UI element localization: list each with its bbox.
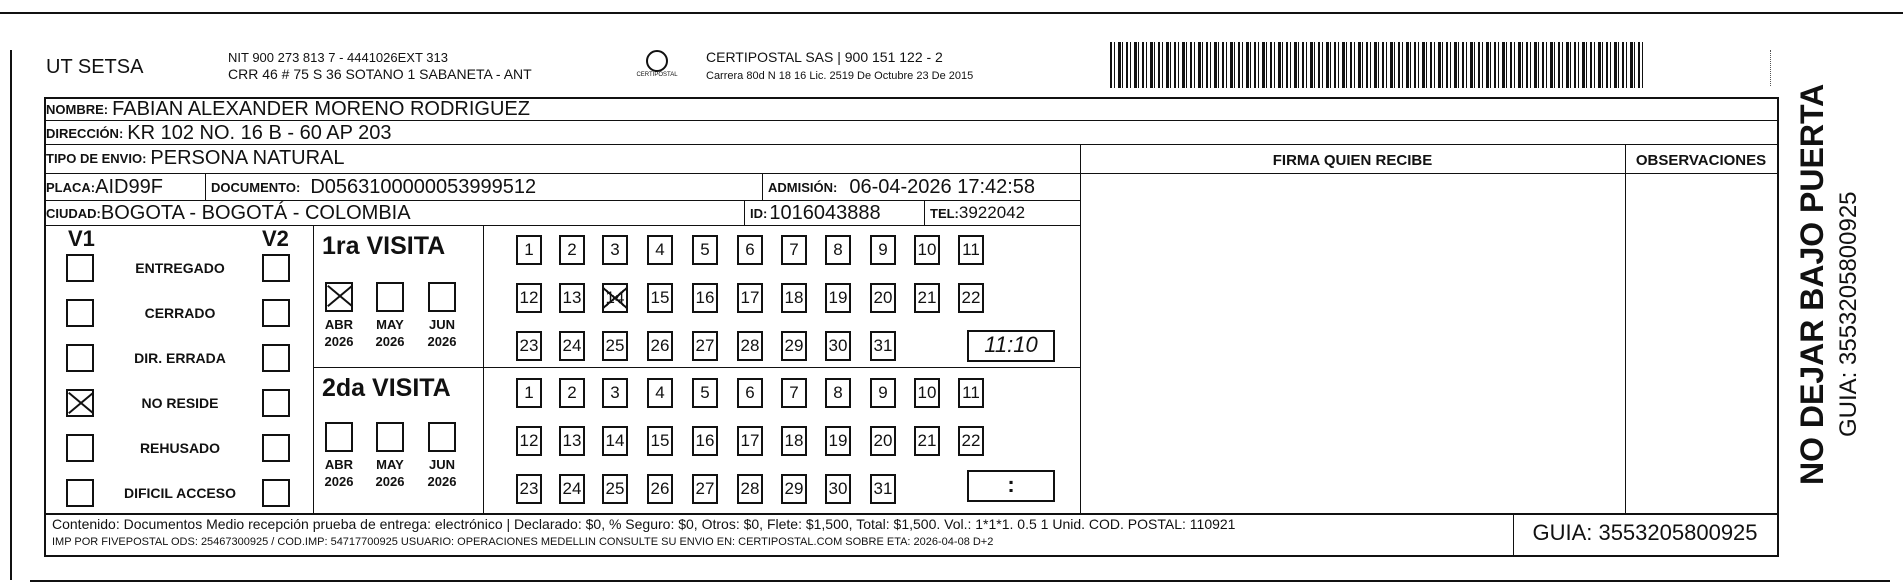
visit2-time: : [1007, 472, 1015, 497]
visit2-month-label: JUN [428, 457, 455, 472]
grid-h-6 [44, 225, 1080, 226]
visit2-day[interactable]: 28 [737, 474, 763, 504]
visit2-day[interactable]: 8 [825, 378, 851, 408]
firma-header: FIRMA QUIEN RECIBE [1272, 152, 1433, 169]
observaciones-header: OBSERVACIONES [1635, 152, 1767, 169]
visit2-day[interactable]: 9 [870, 378, 896, 408]
visit1-year-label: 2026 [324, 334, 354, 349]
nombre-label: NOMBRE: [46, 101, 109, 117]
grid-v-adm [762, 173, 763, 200]
bottom-border [30, 580, 1890, 582]
visit1-day[interactable]: 4 [647, 235, 673, 265]
visit2-year-label: 2026 [324, 474, 354, 489]
visit2-day[interactable]: 15 [647, 426, 673, 456]
id-row [750, 201, 881, 225]
visit1-day[interactable]: 2 [559, 235, 585, 265]
visit1-day[interactable]: 7 [781, 235, 807, 265]
visit1-day[interactable]: 31 [870, 331, 896, 361]
visit1-day[interactable]: 27 [692, 331, 718, 361]
admision-label: ADMISIÓN: [768, 179, 838, 195]
visit2-day[interactable]: 25 [602, 474, 628, 504]
status-option-label: REHUSADO [139, 440, 221, 456]
cert-line-2: Carrera 80d N 18 16 Lic. 2519 De Octubre 23 De 2015 [706, 70, 974, 82]
v1-checkbox[interactable] [66, 254, 94, 282]
id-label: ID: [750, 205, 768, 221]
grid-h-8 [44, 555, 1779, 557]
visit2-month-label: MAY [376, 457, 404, 472]
footer-line-2: IMP POR FIVEPOSTAL ODS: 25467300925 / COD.IMP: 54717700925 USUARIO: OPERACIONES MEDELLIN CONSULTE SU ENVIO EN: CERTIPOSTAL.COM SOBRE ETA: 2026-04-08 D+2 [52, 536, 994, 548]
visit1-day[interactable]: 22 [958, 283, 984, 313]
visit1-year-label: 2026 [427, 334, 457, 349]
status-option-label: DIR. ERRADA [134, 350, 226, 366]
visit1-month-checkbox[interactable] [325, 282, 353, 312]
v2-checkbox[interactable] [262, 254, 290, 282]
visit2-day[interactable]: 6 [737, 378, 763, 408]
visit2-day[interactable]: 31 [870, 474, 896, 504]
visit1-month-checkbox[interactable] [428, 282, 456, 312]
visit1-month-label: MAY [376, 317, 404, 332]
status-option-label: NO RESIDE [141, 395, 219, 411]
v1-checkbox[interactable] [66, 344, 94, 372]
visit1-day[interactable]: 6 [737, 235, 763, 265]
direccion-value: KR 102 NO. 16 B - 60 AP 203 [127, 121, 392, 144]
visit1-day[interactable]: 30 [825, 331, 851, 361]
v1-header: V1 [68, 226, 95, 251]
visit2-month-label: ABR [324, 457, 354, 472]
visit2-day[interactable]: 7 [781, 378, 807, 408]
visit2-year-label: 2026 [427, 474, 457, 489]
visit2-day[interactable]: 1 [516, 378, 542, 408]
visit1-day[interactable]: 25 [602, 331, 628, 361]
barcode [1110, 42, 1645, 88]
status-option-label: ENTREGADO [135, 260, 225, 276]
visit2-day[interactable]: 5 [692, 378, 718, 408]
visit1-day[interactable]: 26 [647, 331, 673, 361]
visit2-day[interactable]: 27 [692, 474, 718, 504]
visit1-day[interactable]: 19 [825, 283, 851, 313]
side-warning: NO DEJAR BAJO PUERTA [1794, 83, 1830, 485]
grid-v-tel [924, 200, 925, 225]
visit2-year-label: 2026 [375, 474, 405, 489]
left-edge [10, 50, 12, 580]
visit2-month-checkbox[interactable] [428, 422, 456, 452]
tipo-row [46, 146, 345, 170]
visit1-day[interactable]: 28 [737, 331, 763, 361]
visit2-day[interactable]: 18 [781, 426, 807, 456]
footer-line-1: Contenido: Documentos Medio recepción prueba de entrega: electrónico | Declarado: $0, % Seguro: $0, Otros: $0, Flete: $1,500, Total: $1,500. Vol.: 1*1*1. 0.5 1 Unid. COD. POSTAL: 110921 [52, 516, 1236, 532]
visit2-day[interactable]: 20 [870, 426, 896, 456]
grid-h-4 [44, 173, 1779, 174]
visit1-day[interactable]: 12 [516, 283, 542, 313]
v1-checkbox[interactable] [66, 479, 94, 507]
grid-h-7 [44, 513, 1779, 515]
visit1-day[interactable]: 8 [825, 235, 851, 265]
guia-box: GUIA: 3553205800925 [1532, 520, 1758, 545]
visit2-day[interactable]: 2 [559, 378, 585, 408]
grid-v-months [483, 225, 484, 513]
visit1-day[interactable]: 16 [692, 283, 718, 313]
id-value: 1016043888 [769, 201, 881, 224]
visit2-day[interactable]: 24 [559, 474, 585, 504]
visit1-day[interactable]: 5 [692, 235, 718, 265]
tipo-value: PERSONA NATURAL [150, 146, 345, 169]
v2-checkbox[interactable] [262, 299, 290, 327]
visit1-day[interactable]: 24 [559, 331, 585, 361]
v2-header: V2 [262, 226, 289, 251]
v2-checkbox[interactable] [262, 434, 290, 462]
visit1-title: 1ra VISITA [322, 232, 446, 260]
visit1-day[interactable]: 9 [870, 235, 896, 265]
visit1-month-label: JUN [428, 317, 455, 332]
placa-value: AID99F [95, 175, 163, 198]
certipostal-logo [632, 50, 682, 84]
visit1-day[interactable]: 20 [870, 283, 896, 313]
nit-line-2: CRR 46 # 75 S 36 SOTANO 1 SABANETA - ANT [228, 66, 532, 82]
status-option-label: CERRADO [144, 305, 216, 321]
placa-label: PLACA: [46, 179, 96, 195]
visit2-day[interactable]: 11 [958, 378, 984, 408]
admision-row [768, 175, 1035, 199]
visit2-day[interactable]: 17 [737, 426, 763, 456]
grid-v-id [744, 200, 745, 225]
v1-checkbox[interactable] [66, 299, 94, 327]
documento-label: DOCUMENTO: [211, 179, 301, 195]
grid-v-right [1777, 97, 1779, 557]
v1-checkbox[interactable] [66, 389, 94, 417]
status-option-label: DIFICIL ACCESO [123, 485, 236, 501]
v2-checkbox[interactable] [262, 389, 290, 417]
tel-label: TEL: [930, 205, 959, 221]
visit2-day[interactable]: 29 [781, 474, 807, 504]
admision-value: 06-04-2026 17:42:58 [849, 175, 1036, 198]
grid-v-doc [205, 173, 206, 200]
logo-text: CERTIPOSTAL [636, 72, 678, 78]
placa-row [46, 175, 163, 199]
nombre-value: FABIAN ALEXANDER MORENO RODRIGUEZ [112, 97, 530, 120]
company-name: UT SETSA [46, 56, 144, 78]
visit2-day[interactable]: 23 [516, 474, 542, 504]
visit1-day[interactable]: 13 [559, 283, 585, 313]
visit1-time: 11:10 [984, 332, 1038, 357]
grid-h-visits [313, 367, 1080, 368]
visit1-day[interactable]: 17 [737, 283, 763, 313]
v2-checkbox[interactable] [262, 344, 290, 372]
cert-line-1: CERTIPOSTAL SAS | 900 151 122 - 2 [706, 49, 943, 65]
visit2-day[interactable]: 14 [602, 426, 628, 456]
visit2-month-checkbox[interactable] [376, 422, 404, 452]
visit2-month-checkbox[interactable] [325, 422, 353, 452]
visit1-day[interactable]: 3 [602, 235, 628, 265]
v2-checkbox[interactable] [262, 479, 290, 507]
visit1-month-label: ABR [324, 317, 354, 332]
visit2-day[interactable]: 16 [692, 426, 718, 456]
visit2-day[interactable]: 21 [914, 426, 940, 456]
direccion-row [46, 121, 392, 145]
visit1-day[interactable]: 23 [516, 331, 542, 361]
visit2-time-box[interactable] [967, 470, 1055, 502]
v1-checkbox[interactable] [66, 434, 94, 462]
tel-value: 3922042 [958, 203, 1026, 222]
visit1-day[interactable]: 14 [602, 283, 628, 313]
visit2-title: 2da VISITA [322, 374, 451, 402]
top-border [0, 12, 1903, 14]
ciudad-row [46, 201, 411, 225]
visit2-day[interactable]: 3 [602, 378, 628, 408]
grid-v-firma [1080, 144, 1081, 514]
visit1-year-label: 2026 [375, 334, 405, 349]
visit2-day[interactable]: 10 [914, 378, 940, 408]
tel-row [930, 201, 1025, 225]
visit2-day[interactable]: 19 [825, 426, 851, 456]
visit2-day[interactable]: 12 [516, 426, 542, 456]
nombre-row [46, 97, 530, 121]
visit1-day[interactable]: 29 [781, 331, 807, 361]
signature-mark [1770, 50, 1787, 86]
ciudad-value: BOGOTA - BOGOTÁ - COLOMBIA [100, 201, 411, 224]
documento-value: D0563100000053999512 [310, 175, 537, 198]
visit1-day[interactable]: 10 [914, 235, 940, 265]
ciudad-label: CIUDAD: [46, 205, 101, 221]
visit1-day[interactable]: 15 [647, 283, 673, 313]
visit2-day[interactable]: 26 [647, 474, 673, 504]
visit1-day[interactable]: 21 [914, 283, 940, 313]
visit1-month-checkbox[interactable] [376, 282, 404, 312]
visit1-day[interactable]: 11 [958, 235, 984, 265]
grid-v-obs [1625, 144, 1626, 514]
visit1-day[interactable]: 18 [781, 283, 807, 313]
documento-row [211, 175, 536, 199]
visit2-day[interactable]: 22 [958, 426, 984, 456]
side-guia: GUIA: 3553205800925 [1835, 191, 1862, 437]
visit2-day[interactable]: 4 [647, 378, 673, 408]
tipo-label: TIPO DE ENVIO: [46, 150, 147, 166]
visit2-day[interactable]: 13 [559, 426, 585, 456]
nit-line-1: NIT 900 273 813 7 - 4441026EXT 313 [228, 50, 448, 65]
visit1-day[interactable]: 1 [516, 235, 542, 265]
visit1-time-box[interactable] [967, 330, 1055, 362]
direccion-label: DIRECCIÓN: [46, 125, 124, 141]
visit2-day[interactable]: 30 [825, 474, 851, 504]
